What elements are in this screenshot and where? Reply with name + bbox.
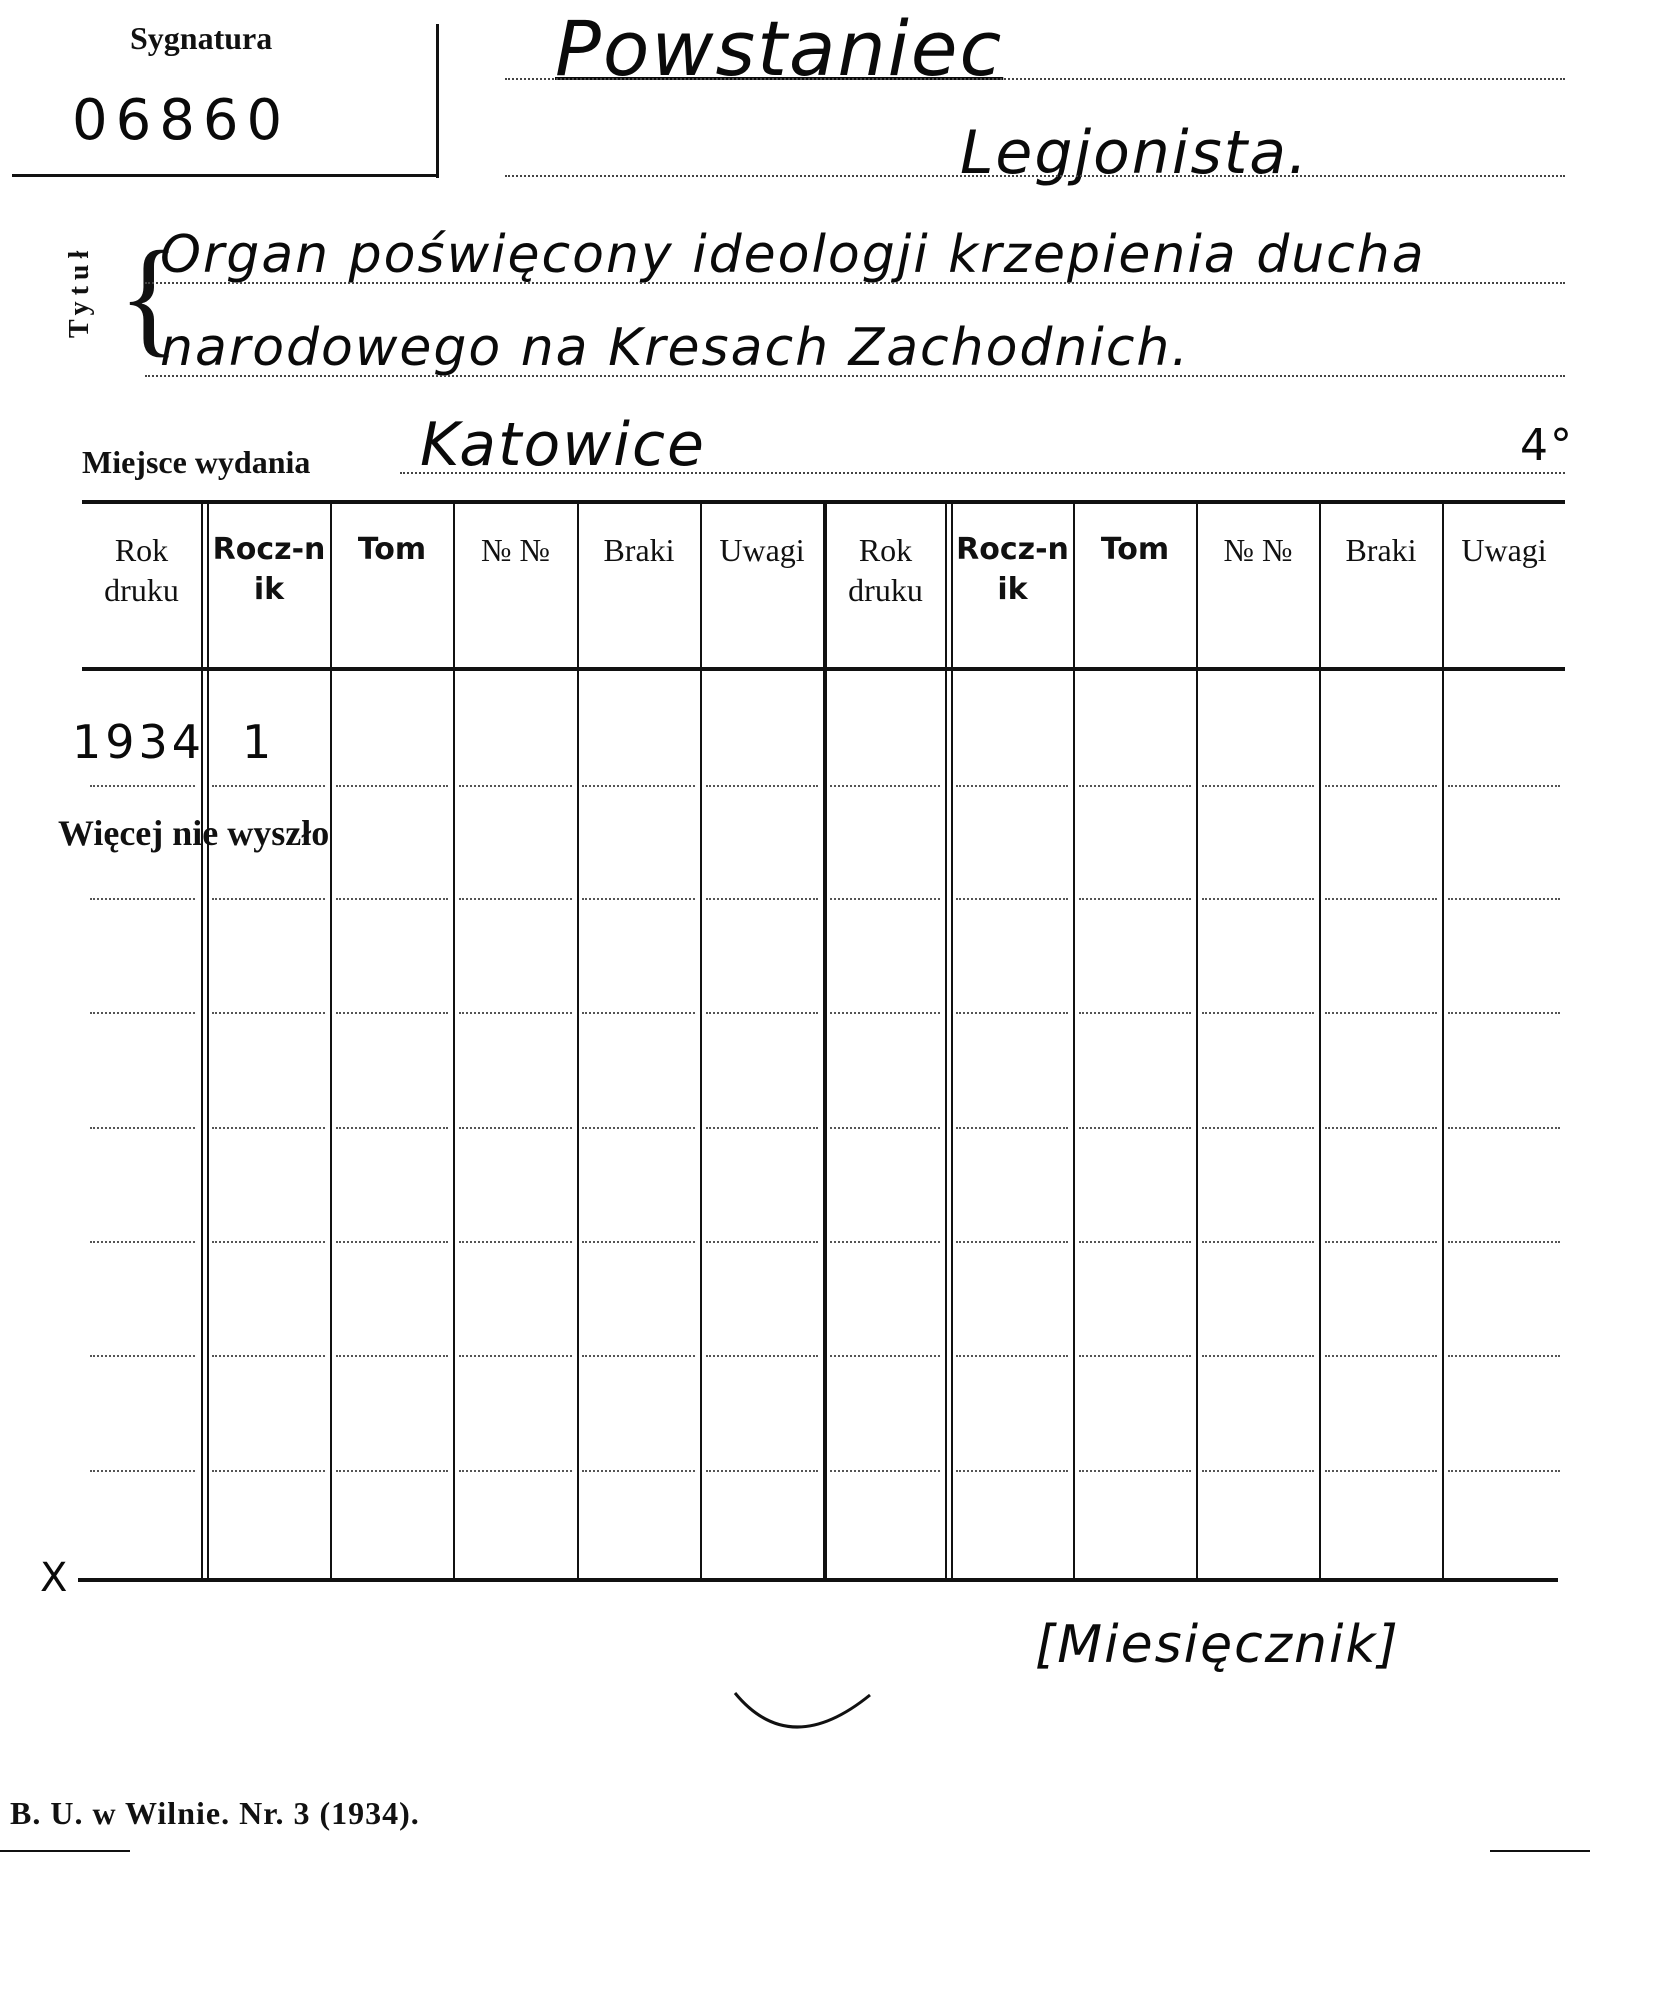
header-rok-druku-right: Rok druku <box>848 532 923 608</box>
row-dotted-line <box>956 1127 1068 1129</box>
header-braki: Braki <box>603 532 675 568</box>
row-dotted-line <box>956 1355 1068 1357</box>
row-dotted-line <box>212 785 325 787</box>
row-dotted-line <box>1202 898 1314 900</box>
row-dotted-line <box>459 1470 572 1472</box>
row-dotted-line <box>582 785 695 787</box>
row-dotted-line <box>582 1470 695 1472</box>
row-dotted-line <box>830 1241 940 1243</box>
header-tom-right: Tom <box>1100 532 1170 567</box>
format-value: 4° <box>1520 420 1574 471</box>
tytul-label: Tytuł <box>64 244 95 338</box>
row-dotted-line <box>956 1241 1068 1243</box>
row-dotted-line <box>706 785 818 787</box>
header-uwagi-right: Uwagi <box>1461 532 1547 568</box>
row-dotted-line <box>1448 1127 1560 1129</box>
row-dotted-line <box>336 1470 448 1472</box>
row-dotted-line <box>212 898 325 900</box>
title-main: Powstaniec <box>555 4 1004 93</box>
row-dotted-line <box>90 785 195 787</box>
sygnatura-divider <box>436 24 439 178</box>
subtitle-dotted-line-1 <box>145 282 1565 284</box>
row-dotted-line <box>459 1355 572 1357</box>
row-dotted-line <box>582 1127 695 1129</box>
row-dotted-line <box>336 1127 448 1129</box>
row-dotted-line <box>1079 898 1191 900</box>
sygnatura-label: Sygnatura <box>130 20 273 56</box>
row-dotted-line <box>336 1241 448 1243</box>
subtitle-line-2: narodowego na Kresach Zachodnich. <box>160 318 1190 378</box>
row-dotted-line <box>1079 1012 1191 1014</box>
row-dotted-line <box>1325 785 1437 787</box>
header-rok-druku: Rok druku <box>104 532 179 608</box>
col-line <box>201 504 203 1580</box>
row-dotted-line <box>459 1012 572 1014</box>
row-dotted-line <box>90 1127 195 1129</box>
row-dotted-line <box>956 898 1068 900</box>
row-dotted-line <box>706 1241 818 1243</box>
row-dotted-line <box>459 785 572 787</box>
row-dotted-line <box>1079 785 1191 787</box>
row-dotted-line <box>1202 1241 1314 1243</box>
row-dotted-line <box>1202 1355 1314 1357</box>
row-dotted-line <box>1079 1355 1191 1357</box>
sygnatura-underline <box>12 174 437 177</box>
row-dotted-line <box>1079 1470 1191 1472</box>
col-line <box>330 504 332 1580</box>
row-dotted-line <box>956 1470 1068 1472</box>
place-value: Katowice <box>420 410 706 480</box>
row-dotted-line <box>706 1127 818 1129</box>
col-line <box>577 504 579 1580</box>
row-dotted-line <box>1325 1241 1437 1243</box>
row-dotted-line <box>956 785 1068 787</box>
col-line <box>207 504 209 1580</box>
row-dotted-line <box>90 1470 195 1472</box>
col-line <box>1196 504 1198 1580</box>
row-dotted-line <box>582 898 695 900</box>
row-rocznik: 1 <box>242 715 274 769</box>
col-line <box>1073 504 1075 1580</box>
header-rocznik: Rocz-nik <box>212 532 326 607</box>
col-line <box>453 504 455 1580</box>
imprint: B. U. w Wilnie. Nr. 3 (1934). <box>10 1795 420 1831</box>
header-braki-right: Braki <box>1345 532 1417 568</box>
row-dotted-line <box>706 1470 818 1472</box>
curve-mark <box>730 1685 880 1755</box>
row-dotted-line <box>1448 898 1560 900</box>
col-line <box>700 504 702 1580</box>
row-dotted-line <box>1325 1127 1437 1129</box>
row-dotted-line <box>90 1355 195 1357</box>
row-dotted-line <box>1448 1012 1560 1014</box>
footer-edge-rule-right <box>1490 1850 1590 1852</box>
row-dotted-line <box>1079 1127 1191 1129</box>
table-bottom-rule <box>78 1578 1558 1582</box>
row-dotted-line <box>582 1012 695 1014</box>
frequency-note: [Miesięcznik] <box>1035 1615 1400 1675</box>
row-dotted-line <box>1448 1470 1560 1472</box>
col-line <box>945 504 947 1580</box>
row-dotted-line <box>336 1012 448 1014</box>
row-dotted-line <box>956 1012 1068 1014</box>
row-dotted-line <box>1448 785 1560 787</box>
row-dotted-line <box>336 898 448 900</box>
col-divider-thick <box>823 504 827 1580</box>
row-dotted-line <box>212 1241 325 1243</box>
row-dotted-line <box>212 1012 325 1014</box>
row-dotted-line <box>212 1355 325 1357</box>
row-rok-druku: 1934 <box>72 715 206 769</box>
title-dotted-line-1 <box>505 78 1565 80</box>
row-dotted-line <box>706 1012 818 1014</box>
row-dotted-line <box>212 1470 325 1472</box>
col-line <box>951 504 953 1580</box>
col-line <box>1442 504 1444 1580</box>
row-dotted-line <box>706 898 818 900</box>
row-dotted-line <box>459 1127 572 1129</box>
place-label: Miejsce wydania <box>82 444 311 480</box>
row-dotted-line <box>1448 1355 1560 1357</box>
row-dotted-line <box>706 1355 818 1357</box>
row-dotted-line <box>336 1355 448 1357</box>
row-dotted-line <box>830 785 940 787</box>
row-note: Więcej nie wyszło <box>58 813 330 853</box>
row-dotted-line <box>212 1127 325 1129</box>
row-dotted-line <box>1448 1241 1560 1243</box>
sygnatura-value: 06860 <box>72 88 291 153</box>
row-dotted-line <box>459 1241 572 1243</box>
row-dotted-line <box>1325 898 1437 900</box>
header-tom: Tom <box>357 532 427 567</box>
row-dotted-line <box>1202 1012 1314 1014</box>
row-dotted-line <box>90 898 195 900</box>
row-dotted-line <box>1325 1012 1437 1014</box>
row-dotted-line <box>1202 1127 1314 1129</box>
tytul-brace: { <box>118 225 181 369</box>
row-dotted-line <box>1325 1470 1437 1472</box>
row-dotted-line <box>830 1012 940 1014</box>
footer-mark: X <box>40 1555 70 1601</box>
row-dotted-line <box>336 785 448 787</box>
subtitle-dotted-line-2 <box>145 375 1565 377</box>
header-numery-right: № № <box>1223 532 1293 568</box>
row-dotted-line <box>1079 1241 1191 1243</box>
subtitle-line-1: Organ poświęcony ideologji krzepienia ducha <box>160 225 1426 285</box>
title-dotted-line-2 <box>505 175 1565 177</box>
col-line <box>1319 504 1321 1580</box>
row-dotted-line <box>830 1470 940 1472</box>
row-dotted-line <box>582 1241 695 1243</box>
row-dotted-line <box>1325 1355 1437 1357</box>
row-dotted-line <box>1202 785 1314 787</box>
row-dotted-line <box>1202 1470 1314 1472</box>
title-sub: Legjonista. <box>960 118 1310 188</box>
row-dotted-line <box>830 1355 940 1357</box>
header-numery: № № <box>480 532 551 568</box>
row-dotted-line <box>459 898 572 900</box>
row-dotted-line <box>582 1355 695 1357</box>
row-dotted-line <box>90 1012 195 1014</box>
header-uwagi: Uwagi <box>719 532 805 568</box>
row-dotted-line <box>830 1127 940 1129</box>
footer-edge-rule-left <box>0 1850 130 1852</box>
header-rocznik-right: Rocz-nik <box>956 532 1069 607</box>
row-dotted-line <box>90 1241 195 1243</box>
row-dotted-line <box>830 898 940 900</box>
place-dotted-line <box>400 472 1565 474</box>
